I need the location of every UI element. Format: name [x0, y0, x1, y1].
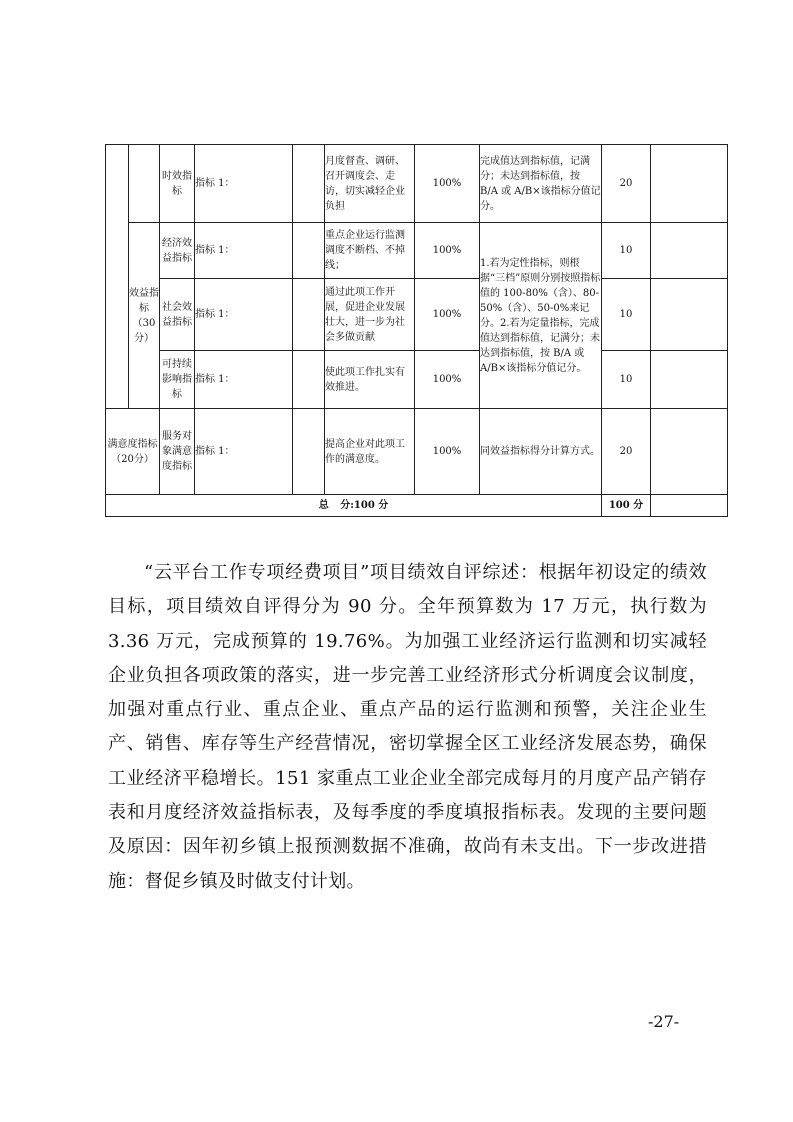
- page-number: -27-: [648, 1012, 680, 1031]
- total-label-cell: [106, 495, 602, 517]
- score-cell: 20: [602, 145, 651, 223]
- extra-cell: [651, 279, 728, 351]
- total-row: [106, 495, 728, 517]
- sub-indicator-cell: 可持续影响指标: [160, 351, 195, 409]
- indicator-name-cell: 指标 1：: [195, 351, 293, 409]
- scoring-method-cell: 完成值达到指标值，记满分；未达到指标值，按 B/A 或 A/B×该指标分值记分。: [480, 145, 602, 223]
- indicator-value-cell: [293, 223, 325, 279]
- indicator-value-cell: [293, 409, 325, 495]
- completion-cell: 100%: [415, 145, 480, 223]
- score-cell: 10: [602, 279, 651, 351]
- indicator-content-cell: 月度督查、调研、召开调度会、走访，切实减轻企业负担: [325, 145, 415, 223]
- total-score-cell: 100 分: [602, 495, 651, 517]
- score-cell: 10: [602, 351, 651, 409]
- sub-indicator-cell: 服务对象满意度指标: [160, 409, 195, 495]
- indicator-content-cell: 重点企业运行监测调度不断档、不掉线；: [325, 223, 415, 279]
- indicator-name-cell: 指标 1：: [195, 409, 293, 495]
- category-cell: [129, 145, 160, 223]
- score-cell: 20: [602, 409, 651, 495]
- indicator-content-cell: 使此项工作扎实有效推进。: [325, 351, 415, 409]
- indicator-value-cell: [293, 351, 325, 409]
- table-row: [106, 223, 728, 279]
- extra-cell: [651, 409, 728, 495]
- indicator-content-cell: 提高企业对此项工作的满意度。: [325, 409, 415, 495]
- extra-cell: [651, 145, 728, 223]
- extra-cell: [651, 495, 728, 517]
- indicator-content-cell: 通过此项工作开展，促进企业发展壮大，进一步为社会多做贡献: [325, 279, 415, 351]
- total-label: 分:100 分: [340, 500, 389, 511]
- self-evaluation-summary: “云平台工作专项经费项目”项目绩效自评综述：根据年初设定的绩效目标，项目绩效自评得分为 90 分。全年预算数为 17 万元，执行数为 3.36 万元，完成预算的 19.76%。为加强工业经济运行监测和切实减轻企业负担各项政策的落实，进一步完善工业经济形式分析调度会议制度，加强对重点行业、重点企业、重点产品的运行监测和预警，关注企业生产、销售、库存等生产经营情况，密切掌握全区工业经济发展态势，确保工业经济平稳增长。151 家重点工业企业全部完成每月的月度产品产销存表和月度经济效益指标表，及每季度的季度填报指标表。发现的主要问题及原因：因年初乡镇上报预测数据不准确，故尚有未支出。下一步改进措施：督促乡镇及时做支付计划。: [108, 562, 707, 892]
- outer-category-cell: [106, 145, 129, 409]
- table-row: [106, 145, 728, 223]
- completion-cell: 100%: [415, 351, 480, 409]
- extra-cell: [651, 223, 728, 279]
- total-label-prefix: 总: [318, 500, 329, 511]
- scoring-method-cell: 1.若为定性指标，则根据“三档”原则分别按照指标值的 100-80%（含）、80-50%（含）、50-0%来记分。2.若为定量指标，完成值达到指标值，记满分；未达到指标值，按 B/A 或 A/B×该指标分值记分。: [480, 223, 602, 409]
- sub-indicator-cell: 经济效益指标: [160, 223, 195, 279]
- category-cell: 效益指标（30分）: [129, 223, 160, 409]
- table-row: [106, 279, 728, 351]
- indicator-name-cell: 指标 1：: [195, 223, 293, 279]
- sub-indicator-cell: 社会效益指标: [160, 279, 195, 351]
- score-cell: 10: [602, 223, 651, 279]
- table-row: [106, 351, 728, 409]
- sub-indicator-cell: 时效指标: [160, 145, 195, 223]
- completion-cell: 100%: [415, 223, 480, 279]
- indicator-value-cell: [293, 279, 325, 351]
- completion-cell: 100%: [415, 409, 480, 495]
- completion-cell: 100%: [415, 279, 480, 351]
- performance-indicator-table: [105, 144, 728, 517]
- indicator-name-cell: 指标 1：: [195, 279, 293, 351]
- scoring-method-cell: 同效益指标得分计算方式。: [480, 409, 602, 495]
- indicator-name-cell: 指标 1：: [195, 145, 293, 223]
- category-cell: 满意度指标（20分）: [106, 409, 160, 495]
- extra-cell: [651, 351, 728, 409]
- table-row: [106, 409, 728, 495]
- indicator-value-cell: [293, 145, 325, 223]
